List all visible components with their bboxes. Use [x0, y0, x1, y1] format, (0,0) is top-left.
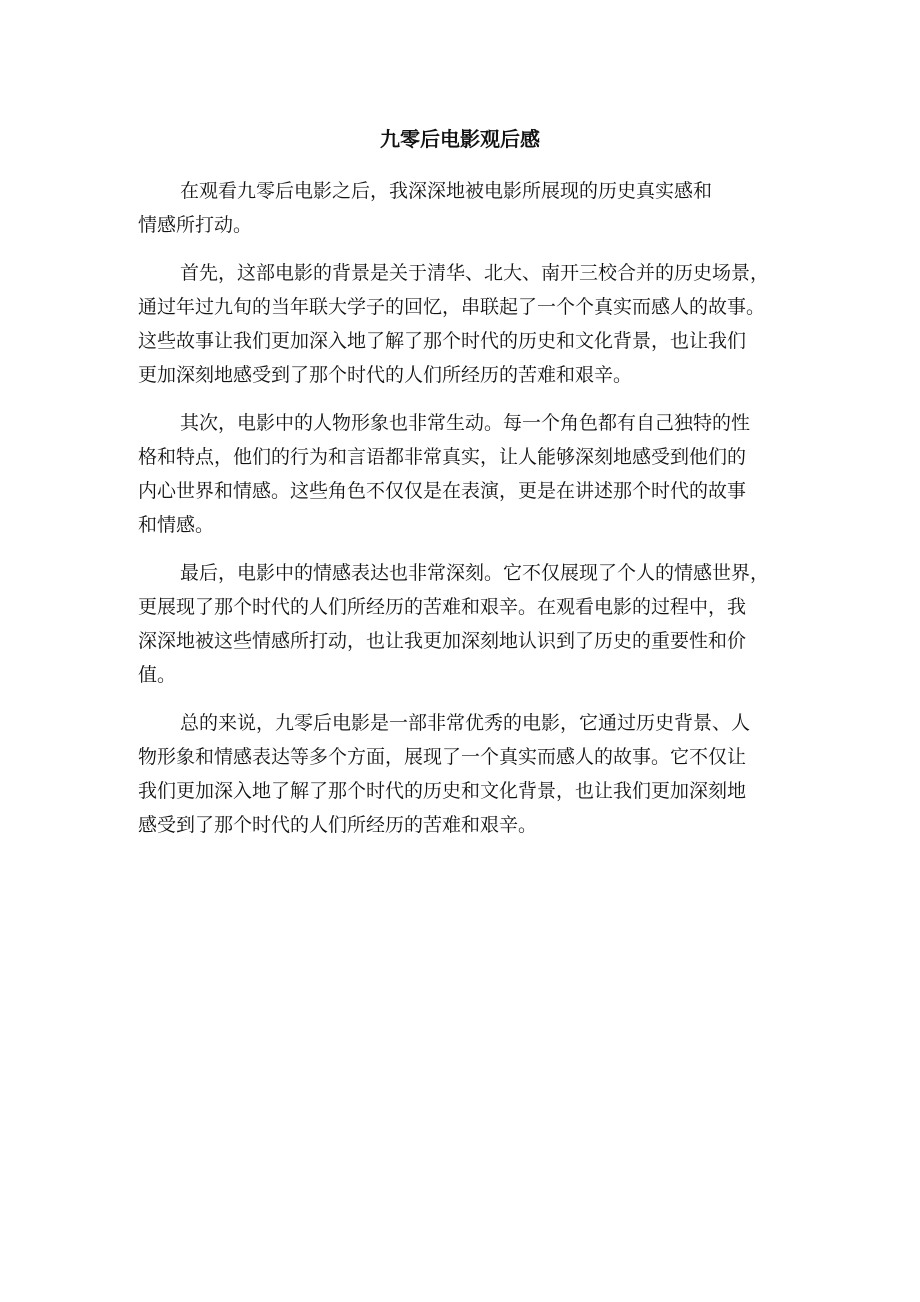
paragraph-line: 在观看九零后电影之后，我深深地被电影所展现的历史真实感和 — [180, 180, 713, 202]
paragraph-line: 通过年过九旬的当年联大学子的回忆，串联起了一个个真实而感人的故事。 — [138, 296, 766, 318]
document-body — [138, 174, 788, 856]
paragraph-line: 更展现了那个时代的人们所经历的苦难和艰辛。在观看电影的过程中，我 — [138, 596, 747, 618]
paragraph-line: 我们更加深入地了解了那个时代的历史和文化背景，也让我们更加深刻地 — [138, 780, 747, 802]
paragraph-line: 总的来说，九零后电影是一部非常优秀的电影，它通过历史背景、人 — [180, 712, 751, 734]
paragraph-line: 值。 — [138, 664, 177, 686]
paragraph-line: 格和特点，他们的行为和言语都非常真实，让人能够深刻地感受到他们的 — [138, 446, 747, 468]
paragraph-line: 其次，电影中的人物形象也非常生动。每一个角色都有自己独特的性 — [180, 412, 751, 434]
paragraph-line: 物形象和情感表达等多个方面，展现了一个真实而感人的故事。它不仅让 — [138, 746, 747, 768]
paragraph-line: 感受到了那个时代的人们所经历的苦难和艰辛。 — [138, 814, 538, 836]
paragraph-4 — [138, 556, 788, 692]
document-title: 九零后电影观后感 — [380, 127, 540, 151]
paragraph-line: 和情感。 — [138, 514, 215, 536]
paragraph-line: 首先，这部电影的背景是关于清华、北大、南开三校合并的历史场景， — [180, 262, 770, 284]
paragraph-3 — [138, 406, 788, 542]
paragraph-line: 情感所打动。 — [138, 214, 253, 236]
paragraph-line: 深深地被这些情感所打动，也让我更加深刻地认识到了历史的重要性和价 — [138, 630, 747, 652]
paragraph-line: 最后，电影中的情感表达也非常深刻。它不仅展现了个人的情感世界， — [180, 562, 770, 584]
paragraph-line: 更加深刻地感受到了那个时代的人们所经历的苦难和艰辛。 — [138, 364, 633, 386]
paragraph-line: 这些故事让我们更加深入地了解了那个时代的历史和文化背景，也让我们 — [138, 330, 747, 352]
paragraph-1 — [138, 174, 788, 242]
paragraph-5 — [138, 706, 788, 842]
paragraph-2 — [138, 256, 788, 392]
paragraph-line: 内心世界和情感。这些角色不仅仅是在表演，更是在讲述那个时代的故事 — [138, 480, 747, 502]
